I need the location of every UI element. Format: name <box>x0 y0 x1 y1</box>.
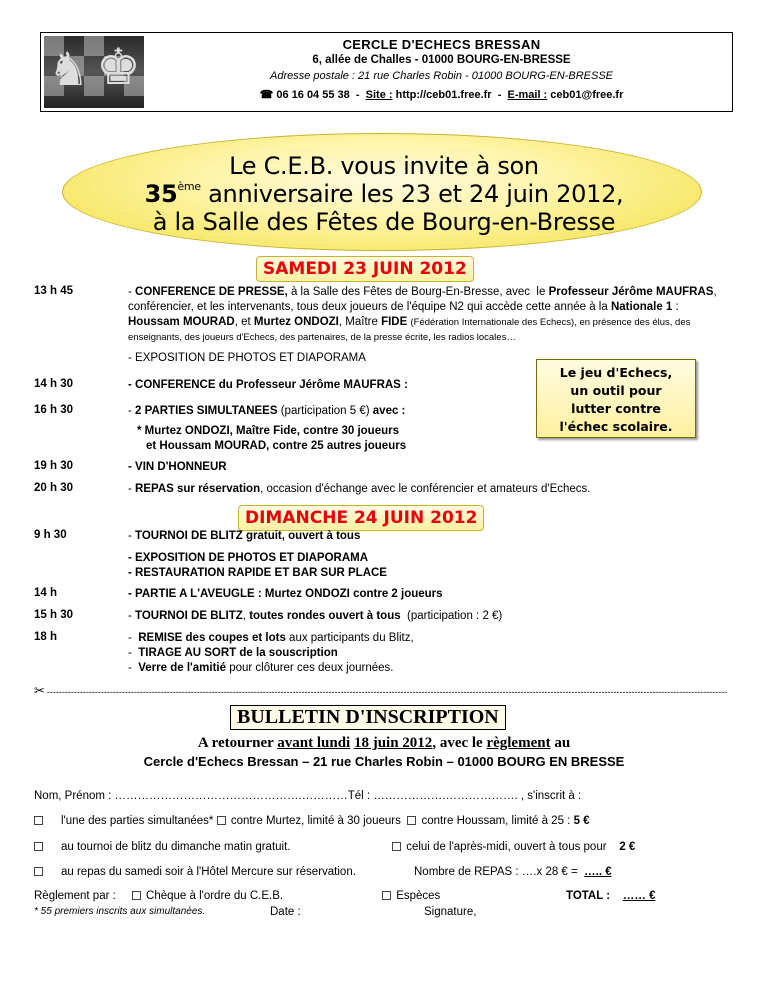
time-1530: 15 h 30 <box>34 609 73 621</box>
cheque-label: Chèque à l'ordre du C.E.B. <box>146 890 284 902</box>
dinner-count[interactable]: Nombre de REPAS : ….x 28 € = <box>414 866 578 878</box>
anniversary-number: 35 <box>144 180 178 208</box>
header-box <box>40 32 733 112</box>
total-label: TOTAL : <box>566 890 611 902</box>
callout-line: Le jeu d'Echecs, <box>559 365 673 380</box>
saturday-heading: SAMEDI 23 JUIN 2012 <box>256 256 474 282</box>
time-14: 14 h <box>34 587 58 599</box>
anniversary-text: anniversaire les 23 et 24 juin 2012, <box>208 180 624 208</box>
simul-checkbox[interactable] <box>34 816 43 825</box>
return-rule: règlement <box>486 735 551 751</box>
cash-row <box>382 890 440 902</box>
bulletin-address: Cercle d'Echecs Bressan – 21 rue Charles Robin – 01000 BOURG EN BRESSE <box>143 754 625 769</box>
dinner-total[interactable]: ….. € <box>584 866 612 878</box>
time-1430: 14 h 30 <box>34 378 73 390</box>
simul-houssam-checkbox[interactable] <box>407 816 416 825</box>
event-toast: - Verre de l'amitié pour clôturer ces deux journées. <box>128 662 394 674</box>
event-repas: - REPAS sur réservation, occasion d'échange avec le conférencier et amateurs d'Echecs. <box>128 483 591 495</box>
payment-label: Règlement par : <box>34 890 116 902</box>
club-address: 6, allée de Challes - 01000 BOURG-EN-BRESSE <box>312 54 571 66</box>
callout-line: un outil pour <box>570 383 662 398</box>
time-1345: 13 h 45 <box>34 285 73 297</box>
event-conference: - CONFERENCE du Professeur Jérôme MAUFRAS : <box>128 379 408 391</box>
club-name: CERCLE D'ECHECS BRESSAN <box>342 37 541 52</box>
signature-field[interactable]: Signature, <box>424 906 477 918</box>
blitz-price: 2 € <box>619 841 636 853</box>
simul-row <box>34 815 590 827</box>
blitz-afternoon-label: celui de l'après-midi, ouvert à tous pour <box>406 841 607 853</box>
cash-label: Espèces <box>396 890 441 902</box>
phone-number: 06 16 04 55 38 <box>276 89 350 101</box>
return-instruction <box>0 735 768 752</box>
simul-murtez-checkbox[interactable] <box>217 816 226 825</box>
footnote: * 55 premiers inscrits aux simultanées. <box>34 906 206 917</box>
bulletin-title: BULLETIN D'INSCRIPTION <box>230 705 506 730</box>
anniversary-suffix: ème <box>177 180 201 193</box>
total-value[interactable]: …… € <box>622 890 656 902</box>
event-blitz-afternoon: - TOURNOI DE BLITZ, toutes rondes ouvert à tous (participation : 2 €) <box>128 610 503 622</box>
date-field[interactable]: Date : <box>270 906 301 918</box>
time-2030: 20 h 30 <box>34 482 73 494</box>
event-catering: - RESTAURATION RAPIDE ET BAR SUR PLACE <box>128 567 387 579</box>
title-line-2 <box>0 180 768 208</box>
blitz-morning-checkbox[interactable] <box>34 842 43 851</box>
dinner-checkbox[interactable] <box>34 867 43 876</box>
blitz-afternoon-row <box>392 841 635 853</box>
blitz-row <box>34 841 290 853</box>
blitz-afternoon-checkbox[interactable] <box>392 842 401 851</box>
return-suffix: au <box>554 735 571 751</box>
return-mid: , avec le <box>432 735 483 751</box>
club-postal-address: Adresse postale : 21 rue Charles Robin - 01000 BOURG-EN-BRESSE <box>270 70 613 82</box>
return-deadline: avant lundi <box>277 735 351 751</box>
callout-line: lutter contre <box>571 401 661 416</box>
scissors-icon: ✂ <box>34 684 45 698</box>
dinner-count-row <box>414 866 612 878</box>
return-date: 18 juin 2012 <box>353 735 433 751</box>
knight-icon: ♞ <box>48 42 90 96</box>
event-simul: - 2 PARTIES SIMULTANEES (participation 5 €) avec : <box>128 405 406 417</box>
return-prefix: A retourner <box>197 735 274 751</box>
phone-icon: ☎ <box>259 89 274 101</box>
total-row <box>566 890 655 902</box>
club-contact: ☎ 06 16 04 55 38 - Site : http://ceb01.free.fr - E-mail : ceb01@free.fr <box>259 89 624 101</box>
event-blindfold: - PARTIE A L'AVEUGLE : Murtez ONDOZI contre 2 joueurs <box>128 588 443 600</box>
cut-line: ✂ ----------------------------------------------------------------------------------------------------------------------------------------------------------------------------------------------------------------------------------- <box>34 684 728 698</box>
title-line-3: à la Salle des Fêtes de Bourg-en-Bresse <box>152 208 616 236</box>
email-link[interactable]: ceb01@free.fr <box>550 89 624 101</box>
event-awards: - REMISE des coupes et lots aux participants du Blitz, <box>128 632 414 644</box>
event-blitz-morning: - TOURNOI DE BLITZ gratuit, ouvert à tous <box>128 530 361 542</box>
callout-line: l'échec scolaire. <box>559 419 673 434</box>
cash-checkbox[interactable] <box>382 891 391 900</box>
simul-label: l'une des parties simultanées* <box>60 815 214 827</box>
simul-murtez-label: contre Murtez, limité à 30 joueurs <box>230 815 401 827</box>
time-18: 18 h <box>34 631 58 643</box>
event-exhibition-sun: - EXPOSITION DE PHOTOS ET DIAPORAMA <box>128 552 369 564</box>
event-vin-honneur: - VIN D'HONNEUR <box>128 461 227 473</box>
king-icon: ♚ <box>96 38 141 96</box>
title-line-1: Le C.E.B. vous invite à son <box>229 152 539 180</box>
site-link[interactable]: http://ceb01.free.fr <box>395 89 492 101</box>
blitz-morning-label: au tournoi de blitz du dimanche matin gratuit. <box>60 841 291 853</box>
time-0930: 9 h 30 <box>34 529 67 541</box>
event-simul-murtez: * Murtez ONDOZI, Maître Fide, contre 30 joueurs <box>137 425 399 437</box>
event-simul-houssam: et Houssam MOURAD, contre 25 autres joueurs <box>146 440 407 452</box>
callout-box <box>536 359 696 438</box>
payment-row <box>34 890 283 902</box>
simul-houssam-label: contre Houssam, limité à 25 : <box>421 815 571 827</box>
time-1630: 16 h 30 <box>34 404 73 416</box>
sunday-heading: DIMANCHE 24 JUIN 2012 <box>238 505 484 531</box>
dinner-label: au repas du samedi soir à l'Hôtel Mercure sur réservation. <box>60 866 356 878</box>
email-label: E-mail : <box>507 89 548 101</box>
site-label: Site : <box>365 89 393 101</box>
dinner-row <box>34 866 356 878</box>
event-press-conference: - CONFERENCE DE PRESSE, à la Salle des Fêtes de Bourg-En-Bresse, avec le Professeur Jérôme MAUFRAS, conférencier, et les intervenants, tous deux joueurs de l'équipe N2 qui accède cette année à la Nationale 1 : Houssam MOURAD, et Murtez ONDOZI, Maître FIDE (Fédération Internationale des Echecs), en présence des élus, des enseignants, des joueurs d'Echecs, des partenaires, de la presse écrite, les radios locales… <box>128 286 717 343</box>
simul-price: 5 € <box>573 815 590 827</box>
name-phone-line[interactable]: Nom, Prénom : ………………………………………….…………Tél : ……………….………………. , s'inscrit à : <box>34 790 582 802</box>
time-1930: 19 h 30 <box>34 460 73 472</box>
event-exhibition-sat: - EXPOSITION DE PHOTOS ET DIAPORAMA <box>128 352 366 364</box>
cheque-checkbox[interactable] <box>132 891 141 900</box>
event-draw: - TIRAGE AU SORT de la souscription <box>128 647 338 659</box>
